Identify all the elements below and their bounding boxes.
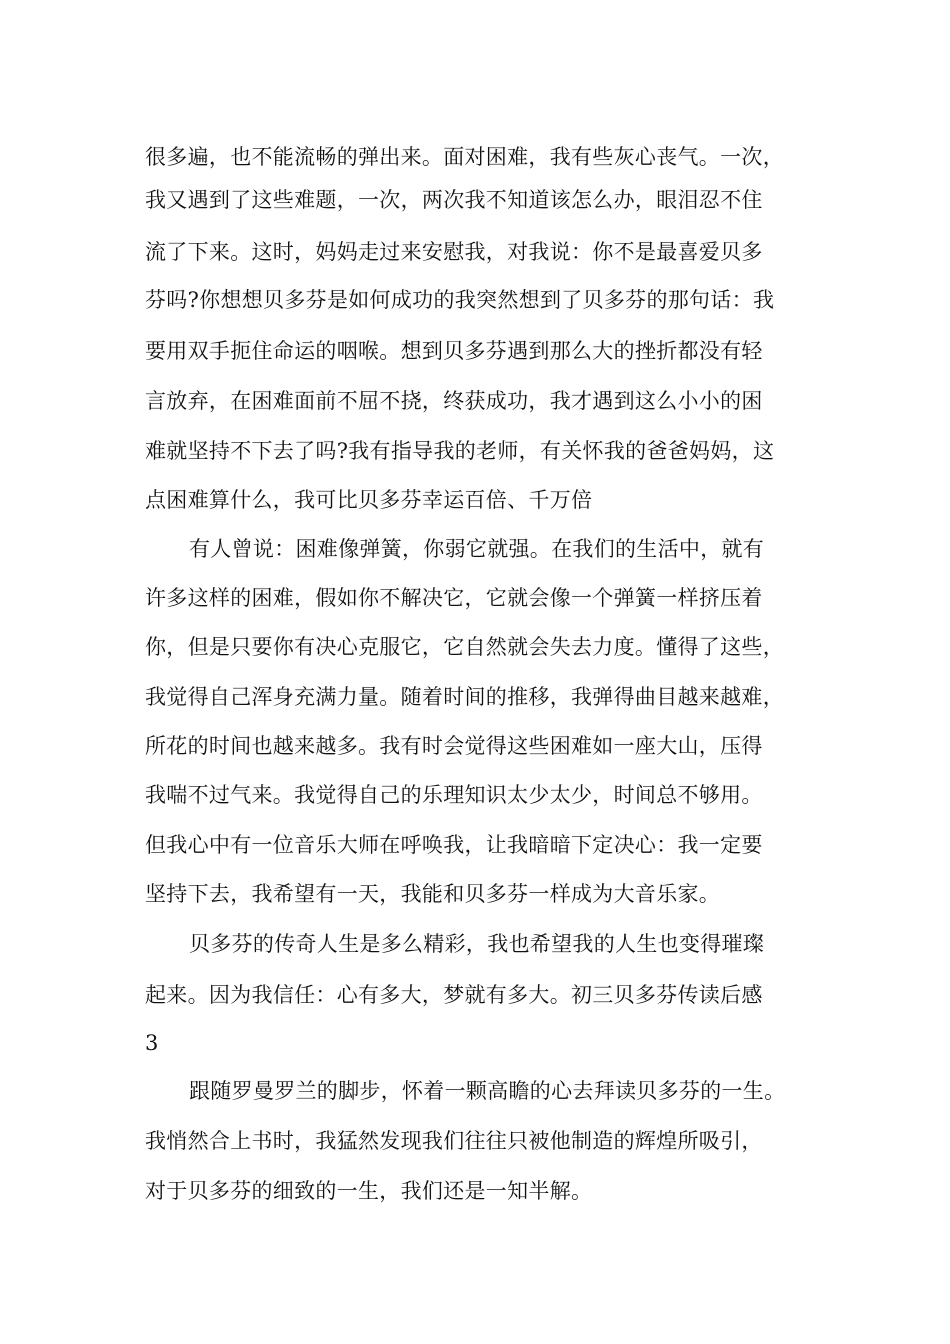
- text-line: 我悄然合上书时，我猛然发现我们往往只被他制造的辉煌所吸引，: [145, 1129, 763, 1153]
- page-number-text: 3: [145, 1031, 159, 1055]
- text-line: 所花的时间也越来越多。我有时会觉得这些困难如一座大山，压得: [145, 734, 763, 758]
- paragraph-first-line: 贝多芬的传奇人生是多么精彩，我也希望我的人生也变得璀璨: [189, 932, 765, 956]
- text-line: 对于贝多芬的细致的一生，我们还是一知半解。: [145, 1179, 593, 1203]
- text-line: 很多遍，也不能流畅的弹出来。面对困难，我有些灰心丧气。一次，: [145, 145, 784, 169]
- text-line: 我觉得自己浑身充满力量。随着时间的推移，我弹得曲目越来越难，: [145, 685, 784, 709]
- text-line: 坚持下去，我希望有一天，我能和贝多芬一样成为大音乐家。: [145, 882, 721, 906]
- paragraph-first-line: 跟随罗曼罗兰的脚步，怀着一颗高瞻的心去拜读贝多芬的一生。: [189, 1079, 786, 1103]
- text-line: 但我心中有一位音乐大师在呼唤我，让我暗暗下定决心：我一定要: [145, 833, 763, 857]
- text-line: 许多这样的困难，假如你不解决它，它就会像一个弹簧一样挤压着: [145, 586, 763, 610]
- text-line: 你，但是只要你有决心克服它，它自然就会失去力度。懂得了这些，: [145, 635, 784, 659]
- text-line: 我又遇到了这些难题，一次，两次我不知道该怎么办，眼泪忍不住: [145, 188, 763, 212]
- text-line: 我喘不过气来。我觉得自己的乐理知识太少太少，时间总不够用。: [145, 783, 763, 807]
- text-line: 难就坚持不下去了吗?我有指导我的老师，有关怀我的爸爸妈妈，这: [145, 439, 775, 463]
- text-line: 言放弃，在困难面前不屈不挠，终获成功，我才遇到这么小小的困: [145, 389, 763, 413]
- text-line: 起来。因为我信任：心有多大，梦就有多大。初三贝多芬传读后感: [145, 983, 763, 1007]
- text-line: 要用双手扼住命运的咽喉。想到贝多芬遇到那么大的挫折都没有轻: [145, 339, 763, 363]
- text-line: 流了下来。这时，妈妈走过来安慰我，对我说：你不是最喜爱贝多: [145, 240, 763, 264]
- paragraph-first-line: 有人曾说：困难像弹簧，你弱它就强。在我们的生活中，就有: [189, 537, 765, 561]
- text-line: 点困难算什么，我可比贝多芬幸运百倍、千万倍: [145, 488, 593, 512]
- text-line: 芬吗?你想想贝多芬是如何成功的我突然想到了贝多芬的那句话：我: [145, 288, 775, 312]
